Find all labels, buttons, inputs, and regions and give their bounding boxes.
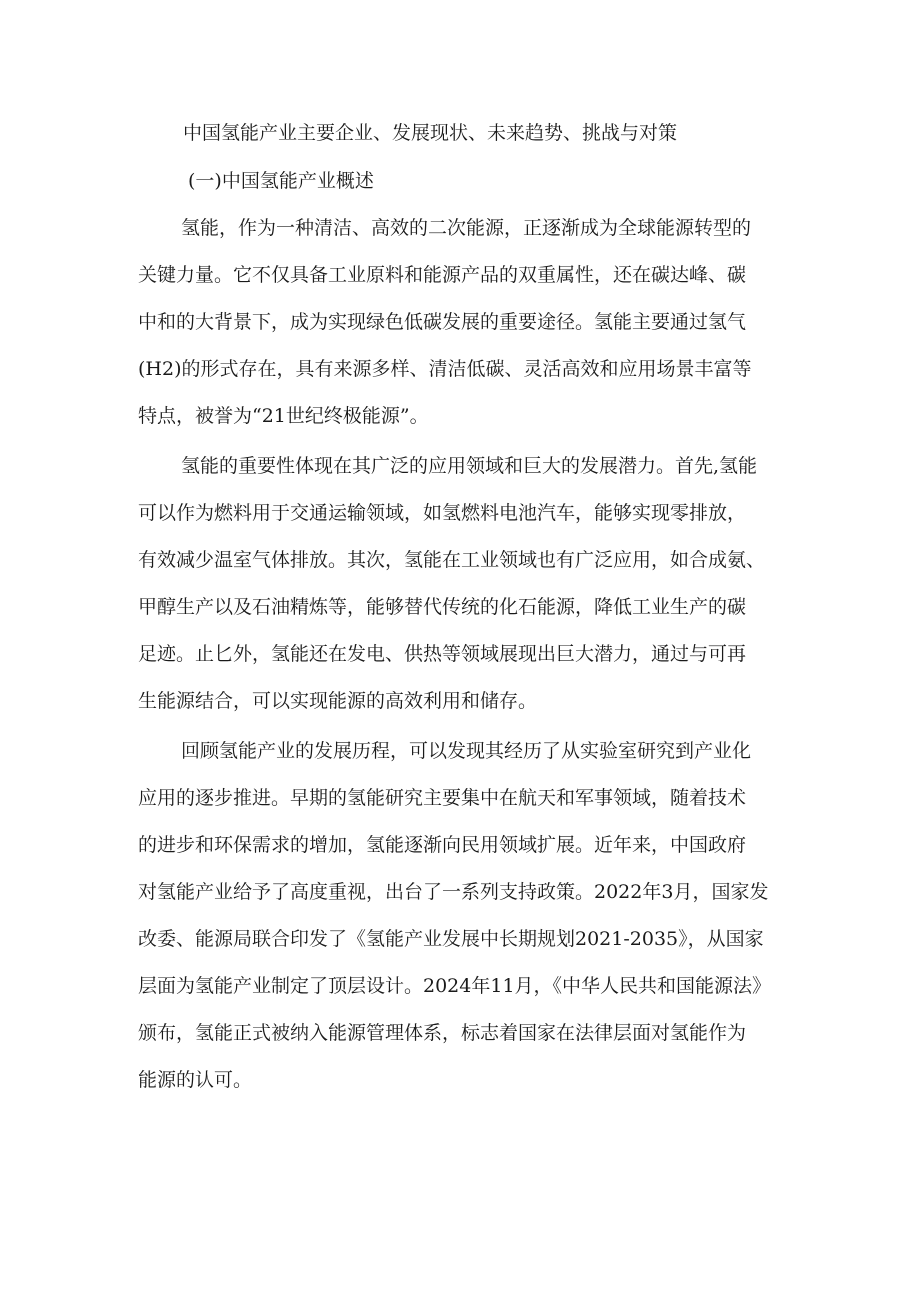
- paragraph-line: (H2)的形式存在，具有来源多样、清洁低碳、灵活高效和应用场景丰富等: [138, 358, 752, 380]
- paragraph-line: 颁布，氢能正式被纳入能源管理体系，标志着国家在法律层面对氢能作为: [138, 1022, 747, 1044]
- paragraph-line: 回顾氢能产业的发展历程，可以发现其经历了从实验室研究到产业化: [181, 740, 752, 762]
- paragraph-line: 甲醇生产以及石油精炼等，能够替代传统的化石能源，降低工业生产的碳: [138, 596, 747, 618]
- paragraph-line: 应用的逐步推进。早期的氢能研究主要集中在航天和军事领域，随着技术: [138, 787, 747, 809]
- paragraph-line: 关键力量。它不仅具备工业原料和能源产品的双重属性，还在碳达峰、碳: [138, 264, 747, 286]
- paragraph-line: 改委、能源局联合印发了《氢能产业发展中长期规划2021-2035》，从国家: [138, 928, 764, 950]
- paragraph-line: 氢能的重要性体现在其广泛的应用领域和巨大的发展潜力。首先,氢能: [181, 455, 758, 477]
- paragraph-line: 的进步和环保需求的增加，氢能逐渐向民用领域扩展。近年来，中国政府: [138, 834, 747, 856]
- paragraph-line: 能源的认可。: [138, 1069, 253, 1091]
- paragraph-line: 层面为氢能产业制定了顶层设计。2024年11月，《中华人民共和国能源法》: [138, 975, 772, 997]
- paragraph-line: 足迹。止匕外，氢能还在发电、供热等领域展现出巨大潜力，通过与可再: [138, 643, 747, 665]
- paragraph-line: 有效减少温室气体排放。其次，氢能在工业领域也有广泛应用，如合成氨、: [138, 549, 766, 571]
- paragraph-line: 氢能，作为一种清洁、高效的二次能源，正逐渐成为全球能源转型的: [181, 217, 752, 239]
- paragraph-line: 对氢能产业给予了高度重视，出台了一系列支持政策。2022年3月，国家发: [138, 881, 769, 903]
- paragraph-line: 可以作为燃料用于交通运输领域，如氢燃料电池汽车，能够实现零排放，: [138, 502, 747, 524]
- paragraph-line: 特点，被誉为“21世纪终极能源”。: [138, 405, 429, 427]
- paragraph-line: 生能源结合，可以实现能源的高效利用和储存。: [138, 690, 538, 712]
- section-heading: (一)中国氢能产业概述: [188, 170, 374, 192]
- document-title: 中国氢能产业主要企业、发展现状、未来趋势、挑战与对策: [183, 122, 678, 144]
- paragraph-line: 中和的大背景下，成为实现绿色低碳发展的重要途径。氢能主要通过氢气: [138, 311, 747, 333]
